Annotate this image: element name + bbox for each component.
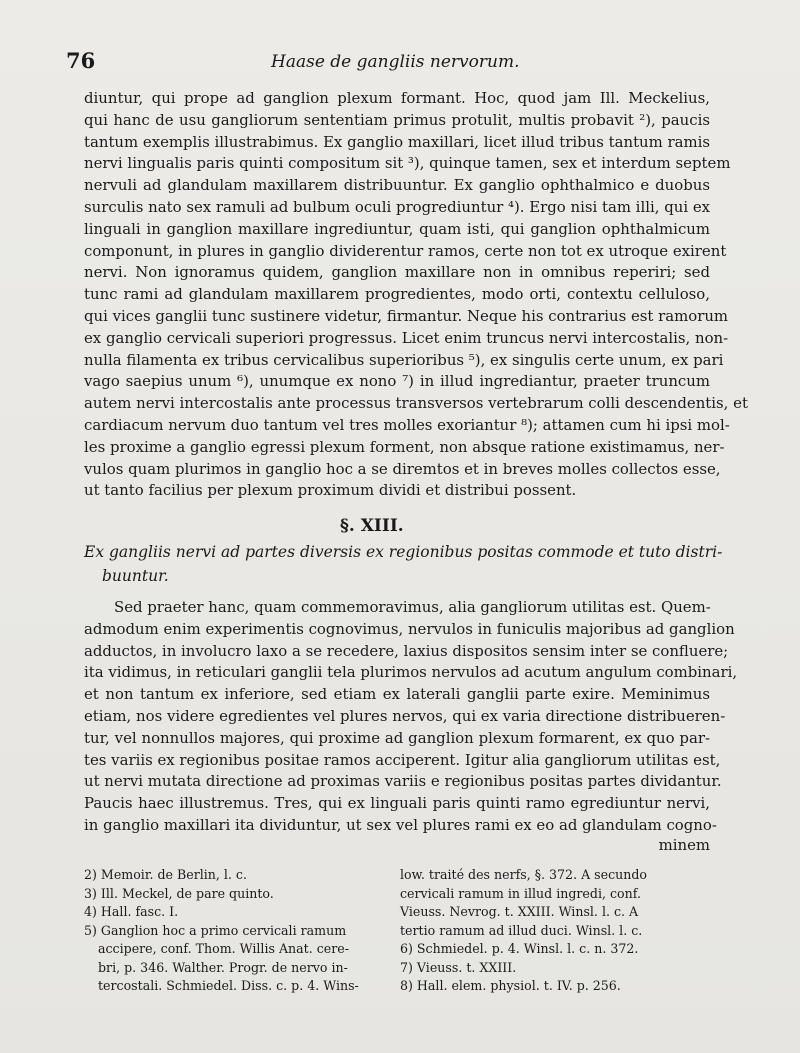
text-line: vulos quam plurimos in ganglio hoc a se diremtos et in breves molles collectos esse,: [84, 459, 721, 478]
text-line: tur, vel nonnullos majores, qui proxime ad ganglion plexum formarent, ex quo par-: [84, 728, 710, 747]
footnote-line: 5) Ganglion hoc a primo cervicali ramum: [84, 922, 347, 938]
running-title: Haase de gangliis nervorum.: [271, 52, 520, 72]
footnote-line: 4) Hall. fasc. I.: [84, 904, 179, 919]
footnote-line: cervicali ramum in illud ingredi, conf.: [400, 885, 641, 901]
footnote-line: 6) Schmiedel. p. 4. Winsl. l. c. n. 372.: [400, 941, 639, 956]
text-line: admodum enim experimentis cognovimus, nervulos in funiculis majoribus ad ganglion: [84, 619, 735, 638]
footnote-line: 7) Vieuss. t. XXIII.: [400, 959, 517, 975]
footnote-line: bri, p. 346. Walther. Progr. de nervo in-: [98, 959, 348, 975]
text-line: tes variis ex regionibus positae ramos acciperent. Igitur alia gangliorum utilitas est,: [84, 750, 721, 769]
text-line: linguali in ganglion maxillare ingrediuntur, quam isti, qui ganglion ophthalmicum: [84, 219, 710, 238]
text-line: Sed praeter hanc, quam commemoravimus, alia gangliorum utilitas est. Quem-: [114, 598, 711, 616]
text-line: et non tantum ex inferiore, sed etiam ex laterali ganglii parte exire. Meminimus: [84, 685, 710, 704]
footnote-line: tercostali. Schmiedel. Diss. c. p. 4. Wins-: [98, 978, 359, 993]
footnotes-right-column: [400, 866, 712, 996]
text-line: cardiacum nervum duo tantum vel tres molles exoriantur ⁸); attamen cum hi ipsi mol-: [84, 415, 730, 434]
text-line: vago saepius unum ⁶), unumque ex nono ⁷) in illud ingrediantur, praeter truncum: [84, 372, 710, 391]
text-line: ut nervi mutata directione ad proximas variis e regionibus positas partes dividantur.: [84, 772, 722, 791]
text-line: autem nervi intercostalis ante processus transversos vertebrarum colli descendentis, et: [84, 394, 748, 413]
footnote-line: 8) Hall. elem. physiol. t. IV. p. 256.: [400, 978, 621, 993]
footnote-line: tertio ramum ad illud duci. Winsl. l. c.: [400, 922, 643, 938]
text-line: in ganglio maxillari ita dividuntur, ut sex vel plures rami ex eo ad glandulam cogno-: [84, 815, 717, 834]
text-line: tantum exemplis illustrabimus. Ex ganglio maxillari, licet illud tribus tantum ramis: [84, 132, 711, 151]
text-line: diuntur, qui prope ad ganglion plexum formant. Hoc, quod jam Ill. Meckelius,: [84, 89, 710, 107]
paragraph-2: [84, 597, 738, 837]
section-title-line: buuntur.: [102, 567, 169, 585]
text-line: etiam, nos videre egredientes vel plures nervos, qui ex varia directione distribueren-: [84, 706, 726, 725]
text-line: ita vidimus, in reticulari ganglii tela plurimos nervulos ad acutum angulum combinari,: [84, 663, 738, 682]
text-line: surculis nato sex ramuli ad bulbum oculi progrediuntur ⁴). Ergo nisi tam illi, qui ex: [84, 197, 711, 216]
text-line: ut tanto facilius per plexum proximum dividi et distribui possent.: [84, 481, 577, 500]
footnote-line: low. traité des nerfs, §. 372. A secundo: [400, 867, 648, 882]
section-title: [84, 540, 723, 588]
footnote-line: Vieuss. Nevrog. t. XXIII. Winsl. l. c. A: [400, 904, 639, 919]
text-line: componunt, in plures in ganglio dividerentur ramos, certe non tot ex utroque exirent: [84, 241, 727, 260]
text-line: ex ganglio cervicali superiori progressus. Licet enim truncus nervi intercostalis, non-: [84, 328, 729, 347]
catchword: minem: [658, 836, 710, 854]
text-line: nulla filamenta ex tribus cervicalibus superioribus ⁵), ex singulis certe unum, ex pari: [84, 350, 724, 369]
text-line: nervi. Non ignoramus quidem, ganglion maxillare non in omnibus reperiri; sed: [84, 263, 710, 282]
footnote-line: 2) Memoir. de Berlin, l. c.: [84, 867, 247, 882]
section-title-line: Ex gangliis nervi ad partes diversis ex regionibus positas commode et tuto distri-: [84, 543, 723, 561]
text-line: Paucis haec illustremus. Tres, qui ex linguali paris quinti ramo egrediuntur nervi,: [84, 794, 710, 813]
paragraph-1: [84, 88, 748, 502]
text-line: nervuli ad glandulam maxillarem distribuuntur. Ex ganglio ophthalmico e duobus: [84, 176, 710, 195]
text-line: qui hanc de usu gangliorum sententiam primus protulit, multis probavit ²), paucis: [84, 110, 710, 129]
footnotes-left-column: [84, 866, 382, 996]
page-number: 76: [66, 48, 96, 73]
text-line: qui vices ganglii tunc sustinere videtur, firmantur. Neque his contrarius est ramorum: [84, 306, 729, 325]
footnote-line: 3) Ill. Meckel, de pare quinto.: [84, 885, 274, 901]
page-header: [66, 48, 720, 78]
text-line: adductos, in involucro laxo a se recedere, laxius dispositos sensim inter se confluere;: [84, 641, 729, 660]
text-line: les proxime a ganglio egressi plexum forment, non absque ratione existimamus, ner-: [84, 437, 725, 456]
text-line: nervi lingualis paris quinti compositum sit ³), quinque tamen, sex et interdum septem: [84, 154, 731, 173]
section-number: §. XIII.: [340, 516, 404, 536]
text-line: tunc rami ad glandulam maxillarem progredientes, modo orti, contextu celluloso,: [84, 285, 710, 304]
footnote-line: accipere, conf. Thom. Willis Anat. cere-: [98, 941, 349, 956]
